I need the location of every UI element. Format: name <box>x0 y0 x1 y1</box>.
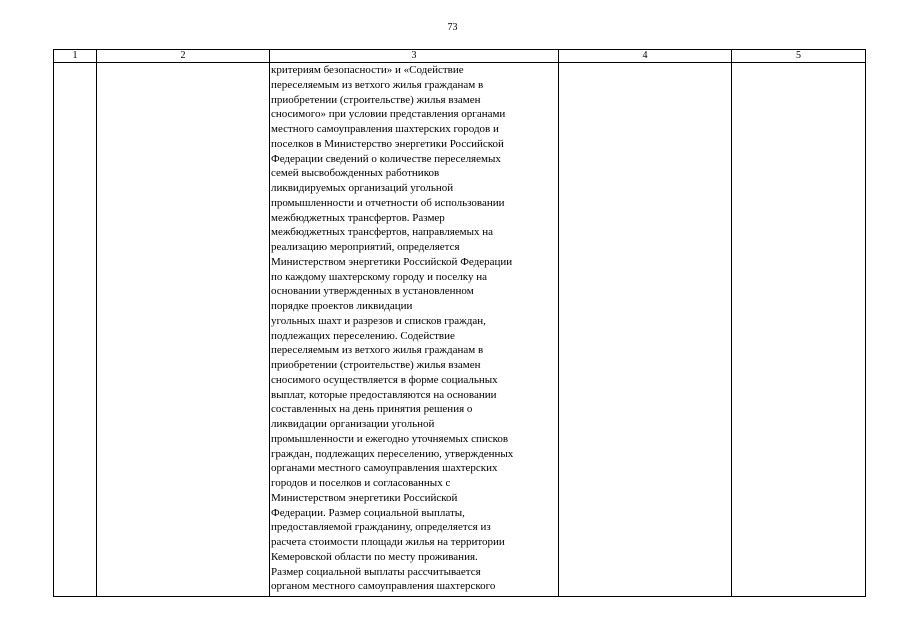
text-line: семей высвобожденных работников <box>271 167 440 180</box>
text-line: органом местного самоуправления шахтерского <box>271 580 496 593</box>
table-row <box>54 63 866 597</box>
text-line: Министерством энергетики Российской Федерации <box>271 255 513 268</box>
text-line: сносимого осуществляется в форме социальных <box>271 373 498 386</box>
text-line: подлежащих переселению. Содействие <box>271 329 455 342</box>
cell-col-3 <box>270 63 559 597</box>
text-line: переселяемым из ветхого жилья гражданам в <box>271 78 484 91</box>
text-line: порядке проектов ликвидации <box>271 300 413 312</box>
text-line: граждан, подлежащих переселению, утвержденных <box>271 447 514 460</box>
column-header-5: 5 <box>732 50 866 63</box>
text-line: межбюджетных трансфертов, направляемых на <box>271 226 494 239</box>
table-header-row <box>54 50 866 63</box>
text-line: выплат, которые предоставляются на основании <box>271 388 497 401</box>
cell-col-1 <box>54 63 97 597</box>
text-line: угольных шахт и разрезов и списков граждан, <box>271 314 486 327</box>
text-line: местного самоуправления шахтерских городов и <box>271 123 499 135</box>
page-number: 73 <box>447 22 458 33</box>
text-line: по каждому шахтерскому городу и поселку на <box>271 270 487 283</box>
text-line: основании утвержденных в установленном <box>271 285 474 298</box>
text-line: межбюджетных трансфертов. Размер <box>271 211 445 224</box>
text-line: ликвидируемых организаций угольной <box>271 182 454 194</box>
column-header-4: 4 <box>559 50 732 63</box>
cell-col-3-text <box>270 63 558 594</box>
cell-col-5 <box>732 63 866 597</box>
text-line: приобретении (строительстве) жилья взамен <box>271 93 481 106</box>
text-line: промышленности и ежегодно уточняемых списков <box>271 432 509 445</box>
column-header-1: 1 <box>54 50 97 63</box>
text-line: поселков в Министерство энергетики Российской <box>271 137 504 150</box>
text-line: Министерством энергетики Российской <box>271 491 458 504</box>
text-line: переселяемым из ветхого жилья гражданам в <box>271 344 484 357</box>
text-line: критериям безопасности» и «Содействие <box>271 64 464 76</box>
text-line: сносимого» при условии представления органами <box>271 108 506 121</box>
column-header-3: 3 <box>270 50 559 63</box>
text-line: промышленности и отчетности об использовании <box>271 196 505 209</box>
text-line: ликвидации организации угольной <box>271 418 435 430</box>
text-line: городов и поселков и согласованных с <box>271 477 451 489</box>
text-line: Кемеровской области по месту проживания. <box>271 550 478 563</box>
column-header-2: 2 <box>97 50 270 63</box>
document-table <box>53 49 866 597</box>
text-line: составленных на день принятия решения о <box>271 403 473 416</box>
text-line: реализацию мероприятий, определяется <box>271 241 460 253</box>
cell-col-4 <box>559 63 732 597</box>
text-line: органами местного самоуправления шахтерских <box>271 462 498 475</box>
text-line: Федерации. Размер социальной выплаты, <box>271 506 465 519</box>
cell-col-2 <box>97 63 270 597</box>
text-line: Федерации сведений о количестве переселяемых <box>271 152 501 165</box>
text-line: предоставляемой гражданину, определяется из <box>271 521 491 534</box>
text-line: приобретении (строительстве) жилья взамен <box>271 359 481 371</box>
text-line: расчета стоимости площади жилья на территории <box>271 536 505 548</box>
text-line: Размер социальной выплаты рассчитывается <box>271 565 481 578</box>
